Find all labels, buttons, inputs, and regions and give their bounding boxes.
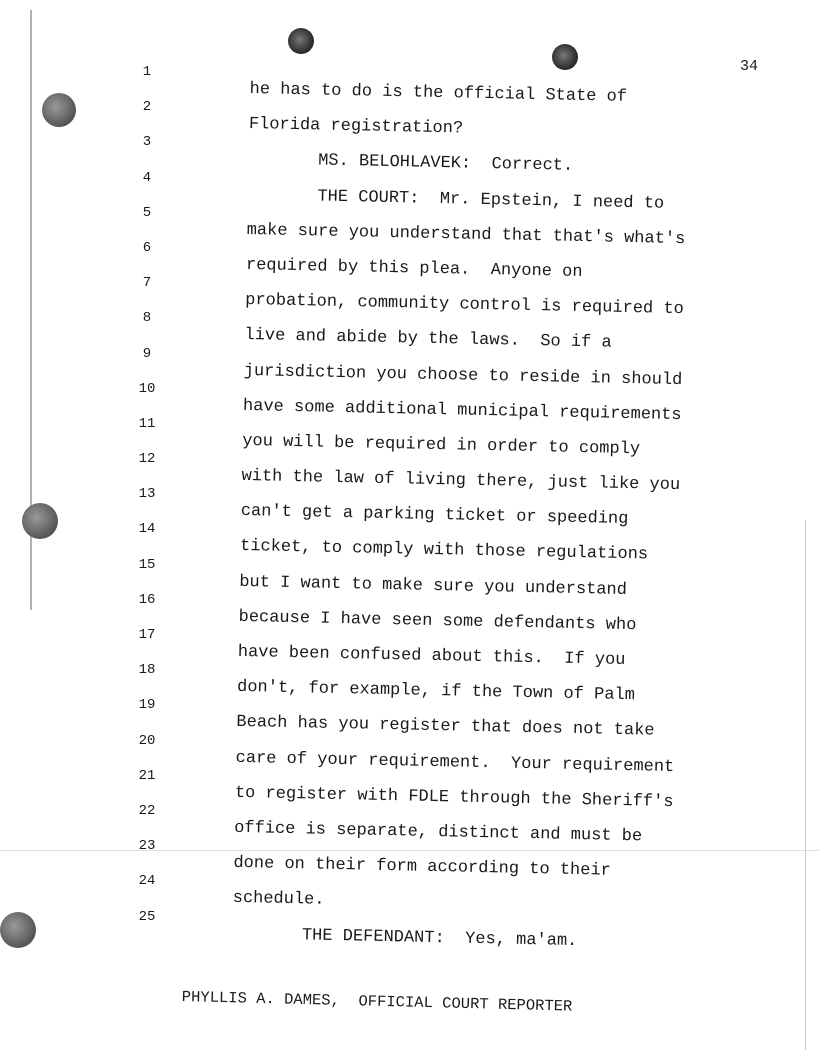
line-number: 2 <box>142 99 152 116</box>
line-number: 8 <box>142 310 152 327</box>
transcript-line: don't, for example, if the Town of Palm <box>236 678 636 706</box>
binder-hole-middle <box>22 503 58 539</box>
court-reporter-footer: PHYLLIS A. DAMES, OFFICIAL COURT REPORTER <box>181 988 573 1016</box>
line-number: 10 <box>138 380 156 397</box>
line-number: 15 <box>138 556 156 573</box>
line-number: 14 <box>138 521 156 538</box>
line-number: 18 <box>138 662 156 679</box>
transcript-line: have been confused about this. If you <box>237 642 626 670</box>
transcript-line: Beach has you register that does not take <box>236 713 655 741</box>
transcript-line: probation, community control is required to <box>245 291 684 320</box>
transcript-line: done on their form according to their <box>233 853 612 881</box>
punch-mark-right <box>552 44 578 70</box>
line-number: 4 <box>142 169 152 186</box>
transcript-line: to register with FDLE through the Sheriff's <box>234 783 674 812</box>
line-number: 12 <box>138 451 156 468</box>
speaker-line: MS. BELOHLAVEK: Correct. <box>317 151 574 177</box>
transcript-line: with the law of living there, just like you <box>241 466 681 496</box>
transcript-line: but I want to make sure you understand <box>239 572 628 600</box>
binder-hole-bottom <box>0 912 36 948</box>
transcript-line: you will be required in order to comply <box>242 431 641 460</box>
transcript-line: ticket, to comply with those regulations <box>239 537 649 565</box>
right-margin-line <box>805 520 806 1050</box>
transcript-line: because I have seen some defendants who <box>238 607 637 636</box>
line-number: 9 <box>142 345 152 362</box>
transcript-line: office is separate, distinct and must be <box>233 818 643 847</box>
transcript-line: Florida registration? <box>248 115 464 139</box>
transcript-line: required by this plea. Anyone on <box>245 255 583 282</box>
speaker-line: THE COURT: Mr. Epstein, I need to <box>317 187 665 214</box>
transcript-body <box>232 72 750 962</box>
page-number: 34 <box>740 58 759 75</box>
speaker-line: THE DEFENDANT: Yes, ma'am. <box>301 925 578 951</box>
line-number: 25 <box>138 908 156 925</box>
line-number: 6 <box>142 239 152 256</box>
line-number: 16 <box>138 591 156 608</box>
transcript-line: live and abide by the laws. So if a <box>244 326 612 353</box>
line-number: 24 <box>138 873 156 890</box>
punch-mark-left <box>288 28 314 54</box>
line-number: 5 <box>142 204 152 221</box>
line-number: 19 <box>138 697 156 714</box>
transcript-line: he has to do is the official State of <box>249 79 628 107</box>
transcript-line: have some additional municipal requirements <box>242 396 682 425</box>
line-number: 1 <box>142 64 152 80</box>
line-number: 7 <box>142 275 152 292</box>
binder-hole-top <box>42 93 76 127</box>
transcript-line: make sure you understand that that's what's <box>246 220 686 249</box>
line-number-column <box>122 64 172 944</box>
line-number: 17 <box>138 627 156 643</box>
transcript-line: schedule. <box>232 889 325 911</box>
line-number: 13 <box>138 486 156 503</box>
transcript-line: jurisdiction you choose to reside in should <box>243 361 683 390</box>
line-number: 20 <box>138 732 156 749</box>
transcript-line: can't get a parking ticket or speeding <box>240 502 629 530</box>
line-number: 3 <box>142 134 152 151</box>
transcript-line: care of your requirement. Your requirement <box>235 748 675 777</box>
line-number: 23 <box>138 838 156 855</box>
line-number: 21 <box>138 767 156 784</box>
line-number: 22 <box>138 802 156 819</box>
line-number: 11 <box>138 415 156 432</box>
